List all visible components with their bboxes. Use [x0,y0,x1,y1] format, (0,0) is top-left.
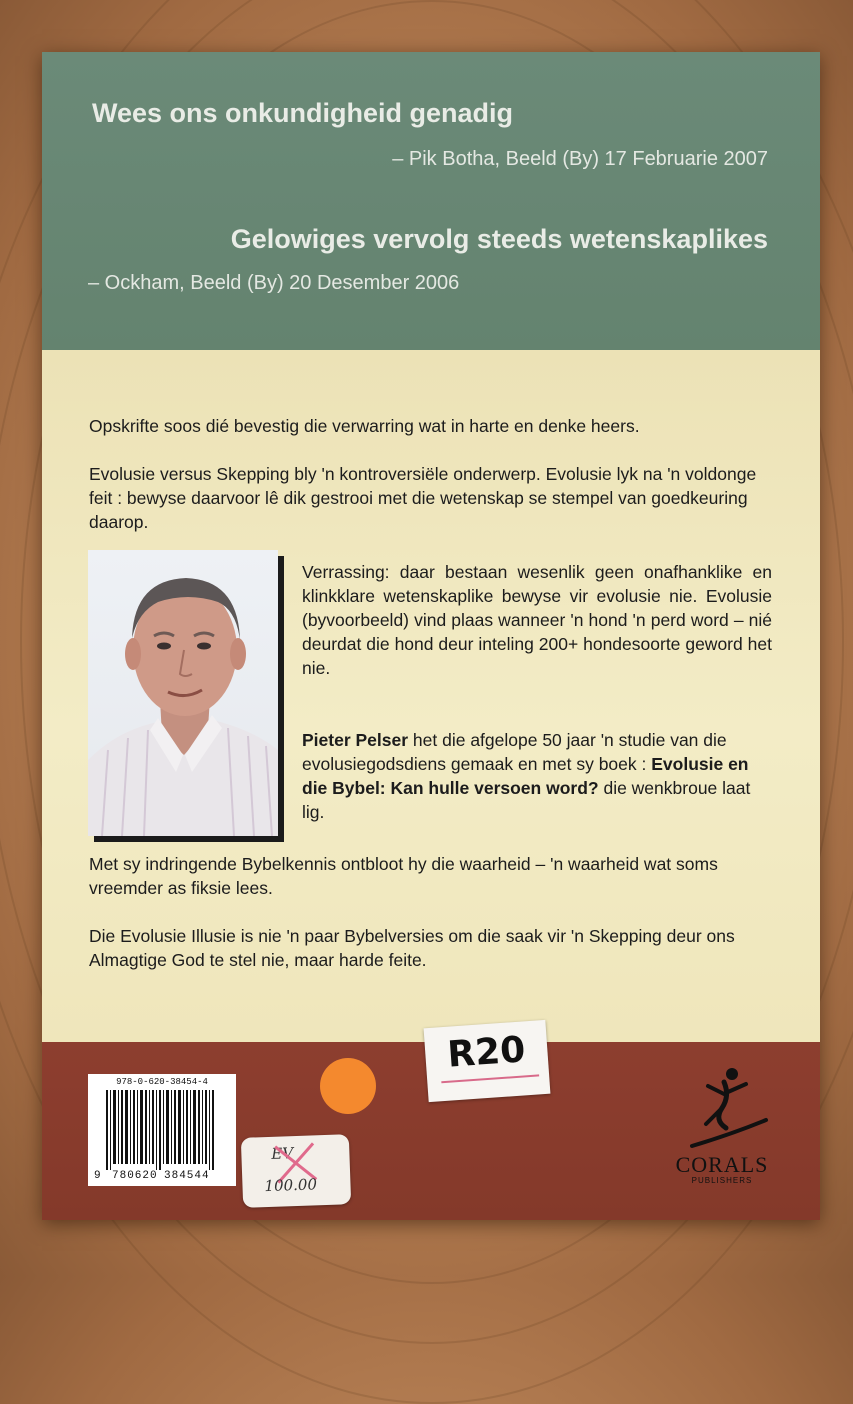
side-paragraph-1-text: Verrassing: daar bestaan wesenlik geen onafhanklike en klinkklare wetenskaplike bewyse vir evolusie nie. Evolusie (byvoorbeeld) vind plaas wanneer 'n hond 'n perd word – nié deurdat die hond deur inteling 200+ hondesoorte geword het nie. [302,562,772,678]
barcode-digit-lead: 9 [94,1170,101,1182]
side-paragraph-2-text-a: het die afgelope 50 jaar 'n studie van die evolusiegodsdiens gemaak en met sy boek : [302,730,727,774]
price-sticker [424,1020,551,1102]
orange-dot-sticker [320,1058,376,1114]
barcode-digits-group-2: 384544 [164,1170,210,1182]
paragraph-3-text: Met sy indringende Bybelkennis ontbloot hy die waarheid – 'n waarheid wat soms vreemder as fiksie lees. [89,854,718,898]
old-price-text: 100.00 [264,1175,318,1196]
paragraph-1-text: Opskrifte soos dié bevestig die verwarring wat in harte en denke heers. [89,416,640,436]
old-price-sticker [241,1134,351,1208]
barcode-digits-group-1: 780620 [112,1170,158,1182]
publisher-logo [662,1062,782,1192]
isbn-barcode [88,1074,236,1186]
paragraph-4-text: Die Evolusie Illusie is nie 'n paar Bybelversies om die saak vir 'n Skepping deur ons Almagtige God te stel nie, maar harde feite. [89,926,735,970]
paragraph-4 [89,924,779,972]
headline-band [42,52,820,350]
paragraph-1 [89,414,779,438]
isbn-number: 978-0-620-38454-4 [116,1077,208,1087]
author-portrait-image [88,550,278,836]
side-paragraph-2 [302,728,772,824]
attribution-2: – Ockham, Beeld (By) 20 Desember 2006 [88,272,460,294]
book-title: Evolusie en die Bybel: Kan hulle versoen word? [302,754,749,798]
old-code-text: EV [271,1144,294,1163]
publisher-subtitle: PUBLISHERS [691,1176,753,1185]
price-sticker-underline [441,1074,539,1083]
price-sticker-text: R20 [446,1029,527,1076]
paragraph-2-text: Evolusie versus Skepping bly 'n kontroversiële onderwerp. Evolusie lyk na 'n voldonge feit : bewyse daarvoor lê dik gestrooi met die wetenskap se stempel van goedkeuring daarop. [89,464,757,532]
side-paragraph-2-text-b: die wenkbroue laat lig. [302,778,751,822]
dancing-figure-icon [662,1062,782,1152]
side-paragraph-1 [302,560,772,680]
publisher-name: CORALS [675,1152,769,1177]
headline-1: Wees ons onkundigheid genadig [92,98,514,128]
author-photo [88,550,278,836]
paragraph-3 [89,852,779,900]
paragraph-2 [89,462,779,534]
author-name: Pieter Pelser [302,730,409,750]
headline-2: Gelowiges vervolg steeds wetenskaplikes [230,224,768,254]
barcode-bars-icon [88,1074,236,1186]
book-back-cover [42,52,820,1220]
attribution-1: – Pik Botha, Beeld (By) 17 Februarie 2007 [392,148,768,170]
cross-out-mark-icon [241,1134,351,1208]
